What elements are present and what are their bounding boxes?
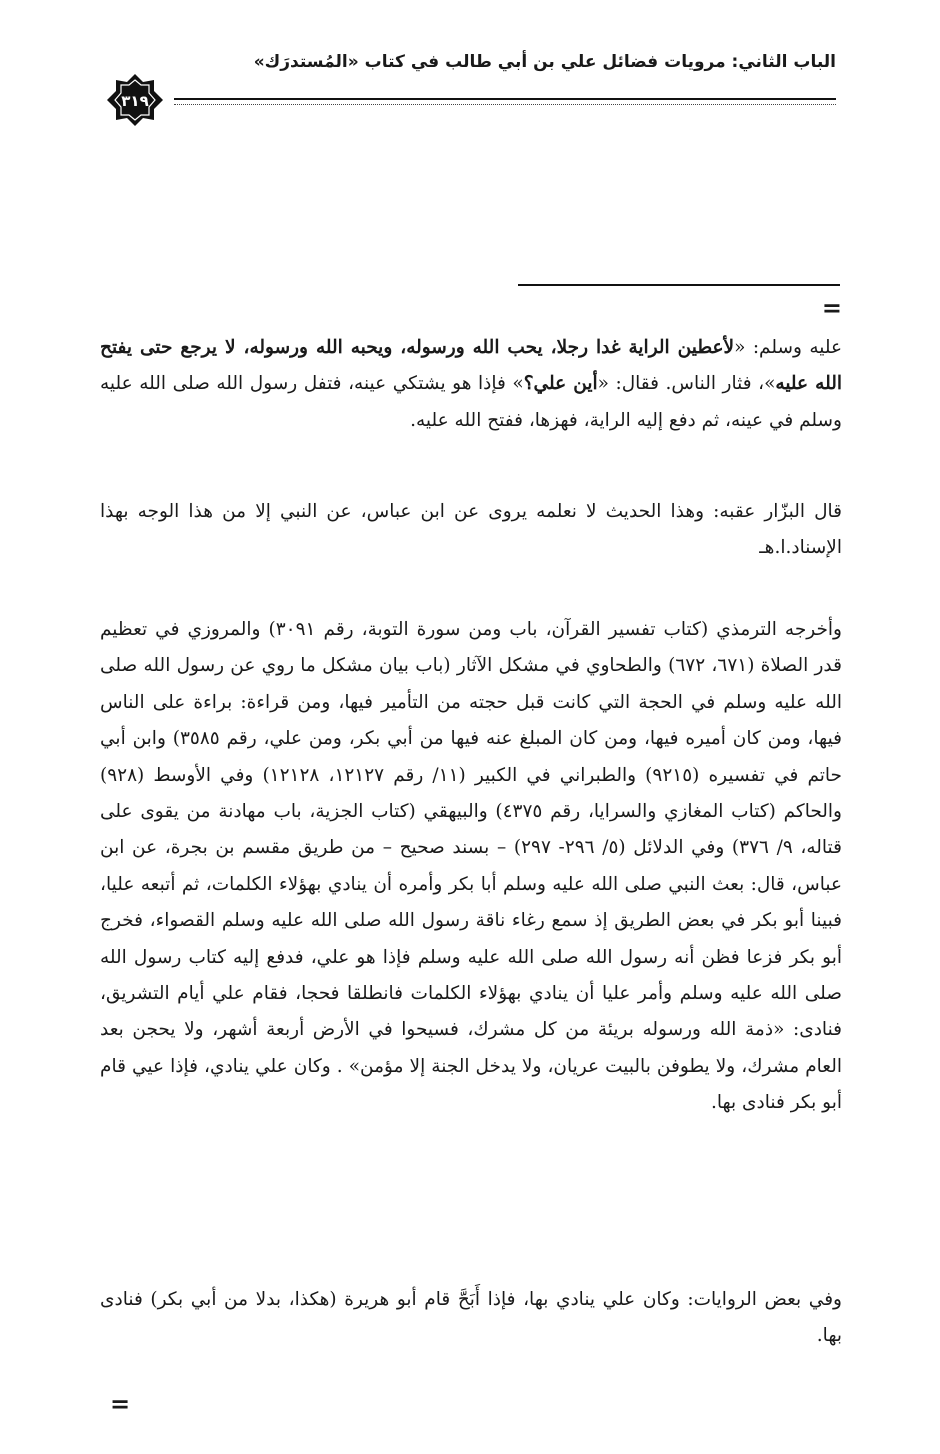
running-header <box>112 52 836 112</box>
paragraph-hadith <box>100 330 842 439</box>
continuation-mark-top: = <box>821 294 842 322</box>
continuation-mark-bottom: = <box>110 1390 131 1418</box>
paragraph-takhrij: وأخرجه الترمذي (كتاب تفسير القرآن، باب ومن سورة التوبة، رقم ٣٠٩١) والمروزي في تعظيم قدر الصلاة (٦٧١، ٦٧٢) والطحاوي في مشكل الآثار (باب بيان مشكل ما روي عن رسول الله صلى الله عليه وسلم في الحجة التي كانت قبل حجته من التأمير فيها، ومن قراءة: براءة على الناس فيها، ومن كان أميره فيها، ومن كان المبلغ عنه فيها من أبي بكر، ومن علي، رقم ٣٥٨٥) وابن أبي حاتم في تفسيره (٩٢١٥) والطبراني في الكبير (١١/ رقم ١٢١٢٧، ١٢١٢٨) وفي الأوسط (٩٢٨) والحاكم (كتاب المغازي والسرايا، رقم ٤٣٧٥) والبيهقي (كتاب الجزية، باب مهادنة من يقوى على قتاله، ٩/ ٣٧٦) وفي الدلائل (٥/ ٢٩٦- ٢٩٧) – بسند صحيح – من طريق مقسم بن بجرة، عن ابن عباس، قال: بعث النبي صلى الله عليه وسلم أبا بكر وأمره أن ينادي بهؤلاء الكلمات، ثم أتبعه عليا، فبينا أبو بكر في بعض الطريق إذ سمع رغاء ناقة رسول الله صلى الله عليه وسلم القصواء، فخرج أبو بكر فزعا فظن أنه رسول الله صلى الله عليه وسلم فإذا هو علي، فدفع إليه كتاب رسول الله صلى الله عليه وسلم وأمر عليا أن ينادي بهؤلاء الكلمات فانطلقا فحجا، فقام علي أيام التشريق، فنادى: «ذمة الله ورسوله بريئة من كل مشرك، فسيحوا في الأرض أربعة أشهر، ولا يحجن بعد العام مشرك، ولا يطوفن بالبيت عريان، ولا يدخل الجنة إلا مؤمن» . وكان علي ينادي، فإذا عيي قام أبو بكر فنادى بها. <box>100 619 842 1114</box>
footnote-rule <box>518 284 840 286</box>
text-segment: »، فثار الناس. فقال: « <box>597 373 776 395</box>
ornament-icon <box>104 72 166 128</box>
header-rule <box>174 98 836 105</box>
text-segment: » فإذا هو يشتكي عينه، فتفل رسول الله صلى الله عليه وسلم في عينه، ثم دفع إليه الراية، فهزها، ففتح الله عليه. <box>100 373 842 431</box>
paragraph-riwayat: وفي بعض الروايات: وكان علي ينادي بها، فإذا أَبَحَّ قام أبو هريرة (هكذا، بدلا من أبي بكر) فنادى بها. <box>100 1289 842 1347</box>
text-segment: عليه وسلم: « <box>734 337 842 358</box>
paragraph-bazzar: قال البزّار عقبه: وهذا الحديث لا نعلمه يروى عن ابن عباس، عن النبي إلا من هذا الوجه بهذا الإسناد.ا.هـ <box>100 501 842 559</box>
quote-bold: لأعطين الراية غدا رجلا، يحب الله ورسوله، ويحبه الله ورسوله، لا يرجع حتى يفتح الله عليه <box>100 337 842 395</box>
page-number-badge <box>104 72 166 128</box>
chapter-title: الباب الثاني: مرويات فضائل علي بن أبي طالب في كتاب «المُستدرَك» <box>253 52 836 72</box>
page-number: ٣١٩ <box>121 92 149 110</box>
quote-bold: أين علي؟ <box>523 373 598 395</box>
